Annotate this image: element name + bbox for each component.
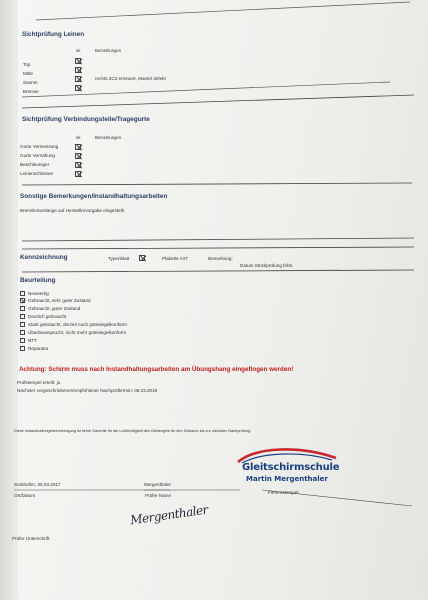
pruefstempel-text: Prüfstempel erteilt: ja bbox=[17, 380, 61, 385]
beurteilung-checkbox[interactable] bbox=[20, 314, 25, 319]
logo-line2: Martin Mergenthaler bbox=[246, 475, 328, 483]
sonstige-title: Sonstige Bemerkungen/Instandhaltungsarbeiten bbox=[20, 193, 168, 200]
beurteilung-checkbox[interactable] bbox=[20, 322, 25, 327]
gurte-row-label: Beschleuniger bbox=[20, 162, 50, 167]
place-date-value: Sonthofen, 06.03.2017 bbox=[14, 482, 61, 487]
logo-line1: Gleitschirmschule bbox=[242, 462, 340, 473]
leinen-row-label: Stamm bbox=[23, 80, 38, 85]
leinen-row-checkbox[interactable] bbox=[75, 67, 81, 73]
beurteilung-checkbox[interactable] bbox=[20, 338, 25, 343]
gurte-row-checkbox[interactable] bbox=[75, 162, 81, 168]
beurteilung-option-label: Deutlich gebraucht bbox=[28, 314, 67, 319]
gurte-row-label: Leinenschlösser bbox=[20, 171, 54, 176]
gurte-row-checkbox[interactable] bbox=[75, 153, 81, 159]
school-logo bbox=[232, 448, 342, 486]
gurte-row-label: Gurte Vernähung bbox=[20, 153, 55, 158]
gurte-row-checkbox[interactable] bbox=[75, 144, 81, 150]
beurteilung-option-label: Gebraucht, sehr guter Zustand bbox=[28, 298, 91, 303]
disclaimer-text: Diese Instandhaltungsbescheinigung ist keine Garantie für die Lufttüchtigkeit des Gleitsegels für den Zeitraum bis zur nächsten Nachprüfung. bbox=[14, 429, 252, 433]
pruefer-name-value: Mergenthaler bbox=[144, 482, 172, 487]
firmenstempel-label: Firmenstempel bbox=[268, 490, 299, 495]
signature: Mergenthaler bbox=[129, 502, 209, 528]
typenblatt-checkbox[interactable] bbox=[139, 255, 145, 261]
leinen-row-label: Mitte bbox=[23, 71, 33, 76]
pruefer-unterschrift-label: Prüfer Unterschrift bbox=[12, 536, 50, 541]
beurteilung-title: Beurteilung bbox=[20, 277, 56, 284]
beurteilung-option-label: Überbeansprucht, nicht mehr gütesiegelkonform bbox=[28, 330, 127, 335]
beurteilung-checkbox[interactable] bbox=[20, 346, 25, 351]
gurte-title: Sichtprüfung Verbindungsteile/Tragegurte bbox=[22, 116, 150, 123]
bemerkung-text: Datum Stückprüfung fehlt. bbox=[240, 263, 294, 268]
gurte-row-label: Gurte Vermessung bbox=[20, 144, 59, 149]
leinen-row-checkbox[interactable] bbox=[75, 58, 81, 64]
beurteilung-option-label: Neuwertig bbox=[28, 291, 49, 296]
ort-datum-label: Ort/Datum bbox=[14, 493, 36, 498]
leinen-col-remarks: Bemerkungen bbox=[95, 48, 122, 53]
beurteilung-checkbox[interactable] bbox=[20, 291, 25, 296]
beurteilung-option-label: Reparatur bbox=[28, 346, 49, 351]
pruefer-name-label: Prüfer Name bbox=[145, 493, 172, 498]
leinen-row-checkbox[interactable] bbox=[75, 76, 81, 82]
naechster-termin-text: Nächster vorgeschriebener/empfohlener Nachprüftermin: 06.03.2019 bbox=[17, 388, 158, 393]
plakette-label: Plakette AirT bbox=[162, 256, 189, 261]
gurte-row-checkbox[interactable] bbox=[75, 171, 81, 177]
beurteilung-option-label: Gebraucht, guter Zustand bbox=[28, 306, 81, 311]
beurteilung-option-label: NTT bbox=[28, 338, 37, 343]
leinen-title: Sichtprüfung Leinen bbox=[22, 31, 85, 38]
beurteilung-checkbox[interactable] bbox=[20, 298, 25, 303]
beurteilung-checkbox[interactable] bbox=[20, 330, 25, 335]
kennzeichnung-title: Kennzeichnung bbox=[20, 254, 68, 261]
typenblatt-label: Typenblatt bbox=[108, 256, 130, 261]
beurteilung-option-label: Stark gebraucht, derzeit noch gütesiegelkonform bbox=[28, 322, 127, 327]
leinen-col-ok: ok bbox=[76, 48, 81, 53]
beurteilung-checkbox[interactable] bbox=[20, 306, 25, 311]
leinen-row-checkbox[interactable] bbox=[75, 85, 81, 91]
sonstige-text: Bremsleinenlänge auf Herstellervorgabe eingestellt bbox=[20, 208, 124, 213]
leinen-row-remark: rechts 3C3 erneuert, Mantel defekt bbox=[95, 76, 166, 81]
bemerkung-label: Bemerkung: bbox=[208, 256, 233, 261]
leinen-row-label: Top bbox=[23, 62, 31, 67]
warning-text: Achtung: Schirm muss nach Instandhaltungsarbeiten am Übungshang eingeflogen werden! bbox=[19, 366, 294, 373]
leinen-row-label: Bremse bbox=[23, 89, 39, 94]
gurte-col-remarks: Bemerkungen bbox=[95, 135, 122, 140]
gurte-col-ok: ok bbox=[76, 135, 81, 140]
